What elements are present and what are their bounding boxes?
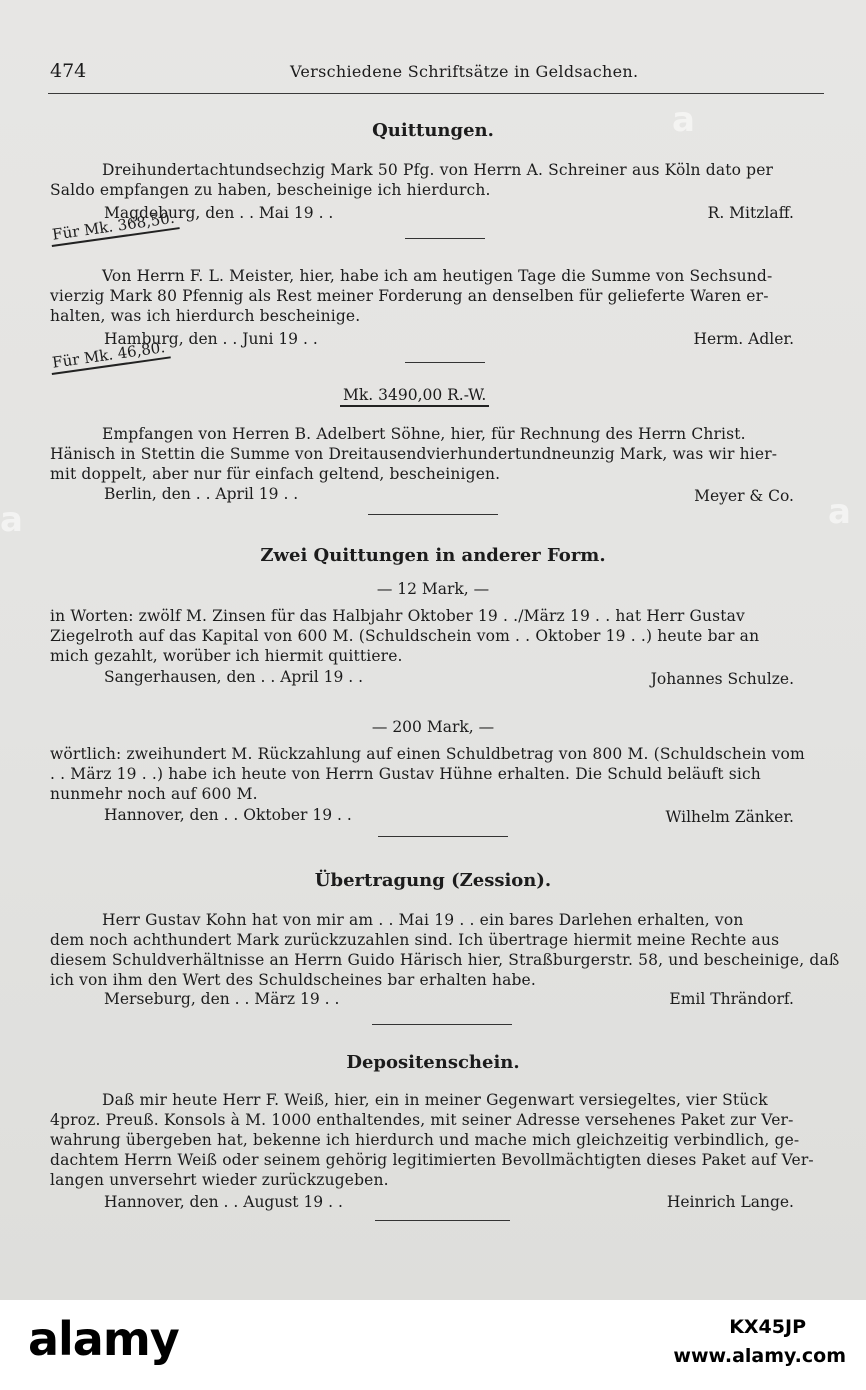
receipt-3-amount: Mk. 3490,00 R.-W.: [340, 386, 489, 407]
receipt-3-place-date: Berlin, den . . April 19 . .: [104, 485, 299, 503]
receipt-4-line: Ziegelroth auf das Kapital von 600 M. (Schuldschein vom . . Oktober 19 . .) heute bar an: [50, 627, 760, 645]
zession-place-date: Merseburg, den . . März 19 . .: [104, 990, 340, 1008]
receipt-5-line: nunmehr noch auf 600 M.: [50, 785, 258, 803]
receipt-1-place-date: Magdeburg, den . . Mai 19 . .: [104, 204, 334, 222]
zession-line: Herr Gustav Kohn hat von mir am . . Mai 19 . . ein bares Darlehen erhalten, von: [102, 911, 744, 929]
depositenschein-line: wahrung übergeben hat, bekenne ich hierdurch und mache mich gleichzeitig verbindlich, ge-: [50, 1131, 800, 1149]
running-head: Verschiedene Schriftsätze in Geldsachen.: [290, 62, 639, 81]
alamy-logo: alamy: [28, 1312, 179, 1366]
receipt-3-line: Empfangen von Herren B. Adelbert Söhne, hier, für Rechnung des Herrn Christ.: [102, 425, 746, 443]
alamy-url: www.alamy.com: [673, 1345, 846, 1367]
receipt-3-line: Hänisch in Stettin die Summe von Dreitausendvierhundertundneunzig Mark, was wir hier-: [50, 445, 778, 463]
receipt-2-line: halten, was ich hierdurch bescheinige.: [50, 307, 361, 325]
section-heading-quittungen: Quittungen.: [372, 120, 494, 141]
receipt-5-line: wörtlich: zweihundert M. Rückzahlung auf einen Schuldbetrag von 800 M. (Schuldschein vom: [50, 745, 805, 763]
receipt-4-text: [50, 606, 796, 666]
receipt-5-amount: — 200 Mark, —: [371, 718, 495, 736]
receipt-3-line: mit doppelt, aber nur für einfach geltend, bescheinigen.: [50, 465, 501, 483]
watermark-mark: a: [672, 100, 695, 140]
separator-rule: [378, 836, 508, 837]
receipt-2-line: vierzig Mark 80 Pfennig als Rest meiner Forderung an denselben für gelieferte Waren er-: [50, 287, 769, 305]
receipt-2-text: [50, 266, 796, 326]
zession-line: dem noch achthundert Mark zurückzuzahlen sind. Ich übertrage hiermit meine Rechte aus: [50, 931, 780, 949]
zession-line: diesem Schuldverhältnisse an Herrn Guido Härisch hier, Straßburgerstr. 58, und bescheinige, daß: [50, 951, 840, 969]
page-number: 474: [50, 60, 87, 82]
section-heading-depositenschein: Depositenschein.: [346, 1052, 520, 1073]
receipt-4-signature: Johannes Schulze.: [650, 670, 794, 688]
receipt-5-line: . . März 19 . .) habe ich heute von Herrn Gustav Hühne erhalten. Die Schuld beläuft sich: [50, 765, 761, 783]
watermark-mark: a: [0, 500, 23, 540]
receipt-5-place-date: Hannover, den . . Oktober 19 . .: [104, 806, 352, 824]
depositenschein-line: Daß mir heute Herr F. Weiß, hier, ein in meiner Gegenwart versiegeltes, vier Stück: [102, 1091, 768, 1109]
depositenschein-signature: Heinrich Lange.: [666, 1193, 794, 1211]
receipt-1-line: Saldo empfangen zu haben, bescheinige ich hierdurch.: [50, 181, 491, 199]
zession-signature: Emil Thrändorf.: [669, 990, 794, 1008]
receipt-3-text: [50, 424, 796, 484]
section-heading-zession: Übertragung (Zession).: [314, 870, 552, 891]
receipt-1-signature: R. Mitzlaff.: [707, 204, 794, 222]
receipt-3-signature: Meyer & Co.: [694, 487, 794, 505]
separator-rule: [405, 362, 485, 363]
receipt-2-signature: Herm. Adler.: [693, 330, 794, 348]
section-heading-zwei-quittungen: Zwei Quittungen in anderer Form.: [260, 545, 606, 566]
receipt-4-line: in Worten: zwölf M. Zinsen für das Halbjahr Oktober 19 . ./März 19 . . hat Herr Gustav: [50, 607, 745, 625]
separator-rule: [368, 514, 498, 515]
depositenschein-line: dachtem Herrn Weiß oder seinem gehörig legitimierten Bevollmächtigten dieses Paket auf Ver-: [50, 1151, 814, 1169]
receipt-1-line: Dreihundertachtundsechzig Mark 50 Pfg. von Herrn A. Schreiner aus Köln dato per: [102, 161, 774, 179]
depositenschein-text: [50, 1090, 814, 1190]
separator-rule: [375, 1220, 510, 1221]
depositenschein-line: 4proz. Preuß. Konsols à M. 1000 enthaltendes, mit seiner Adresse versehenes Paket zur Ver-: [50, 1111, 794, 1129]
receipt-2-amount-stamp: Für Mk. 46,80.: [49, 338, 170, 375]
depositenschein-line: langen unversehrt wieder zurückzugeben.: [50, 1171, 389, 1189]
watermark-mark: a: [828, 492, 851, 532]
receipt-2-place-date: Hamburg, den . . Juni 19 . .: [104, 330, 318, 348]
depositenschein-place-date: Hannover, den . . August 19 . .: [104, 1193, 343, 1211]
separator-rule: [405, 238, 485, 239]
zession-line: ich von ihm den Wert des Schuldscheines bar erhalten habe.: [50, 971, 536, 989]
header-rule: [48, 93, 824, 94]
zession-text: [50, 910, 840, 990]
receipt-4-amount: — 12 Mark, —: [376, 580, 490, 598]
receipt-4-line: mich gezahlt, worüber ich hiermit quittiere.: [50, 647, 403, 665]
receipt-5-text: [50, 744, 805, 804]
receipt-5-signature: Wilhelm Zänker.: [665, 808, 794, 826]
receipt-1-text: [50, 160, 796, 200]
image-id: KX45JP: [729, 1316, 806, 1338]
separator-rule: [372, 1024, 512, 1025]
receipt-4-place-date: Sangerhausen, den . . April 19 . .: [104, 668, 364, 686]
receipt-2-line: Von Herrn F. L. Meister, hier, habe ich am heutigen Tage die Summe von Sechsund-: [102, 267, 773, 285]
receipt-1-amount-stamp: Für Mk. 368,50.: [49, 208, 180, 247]
